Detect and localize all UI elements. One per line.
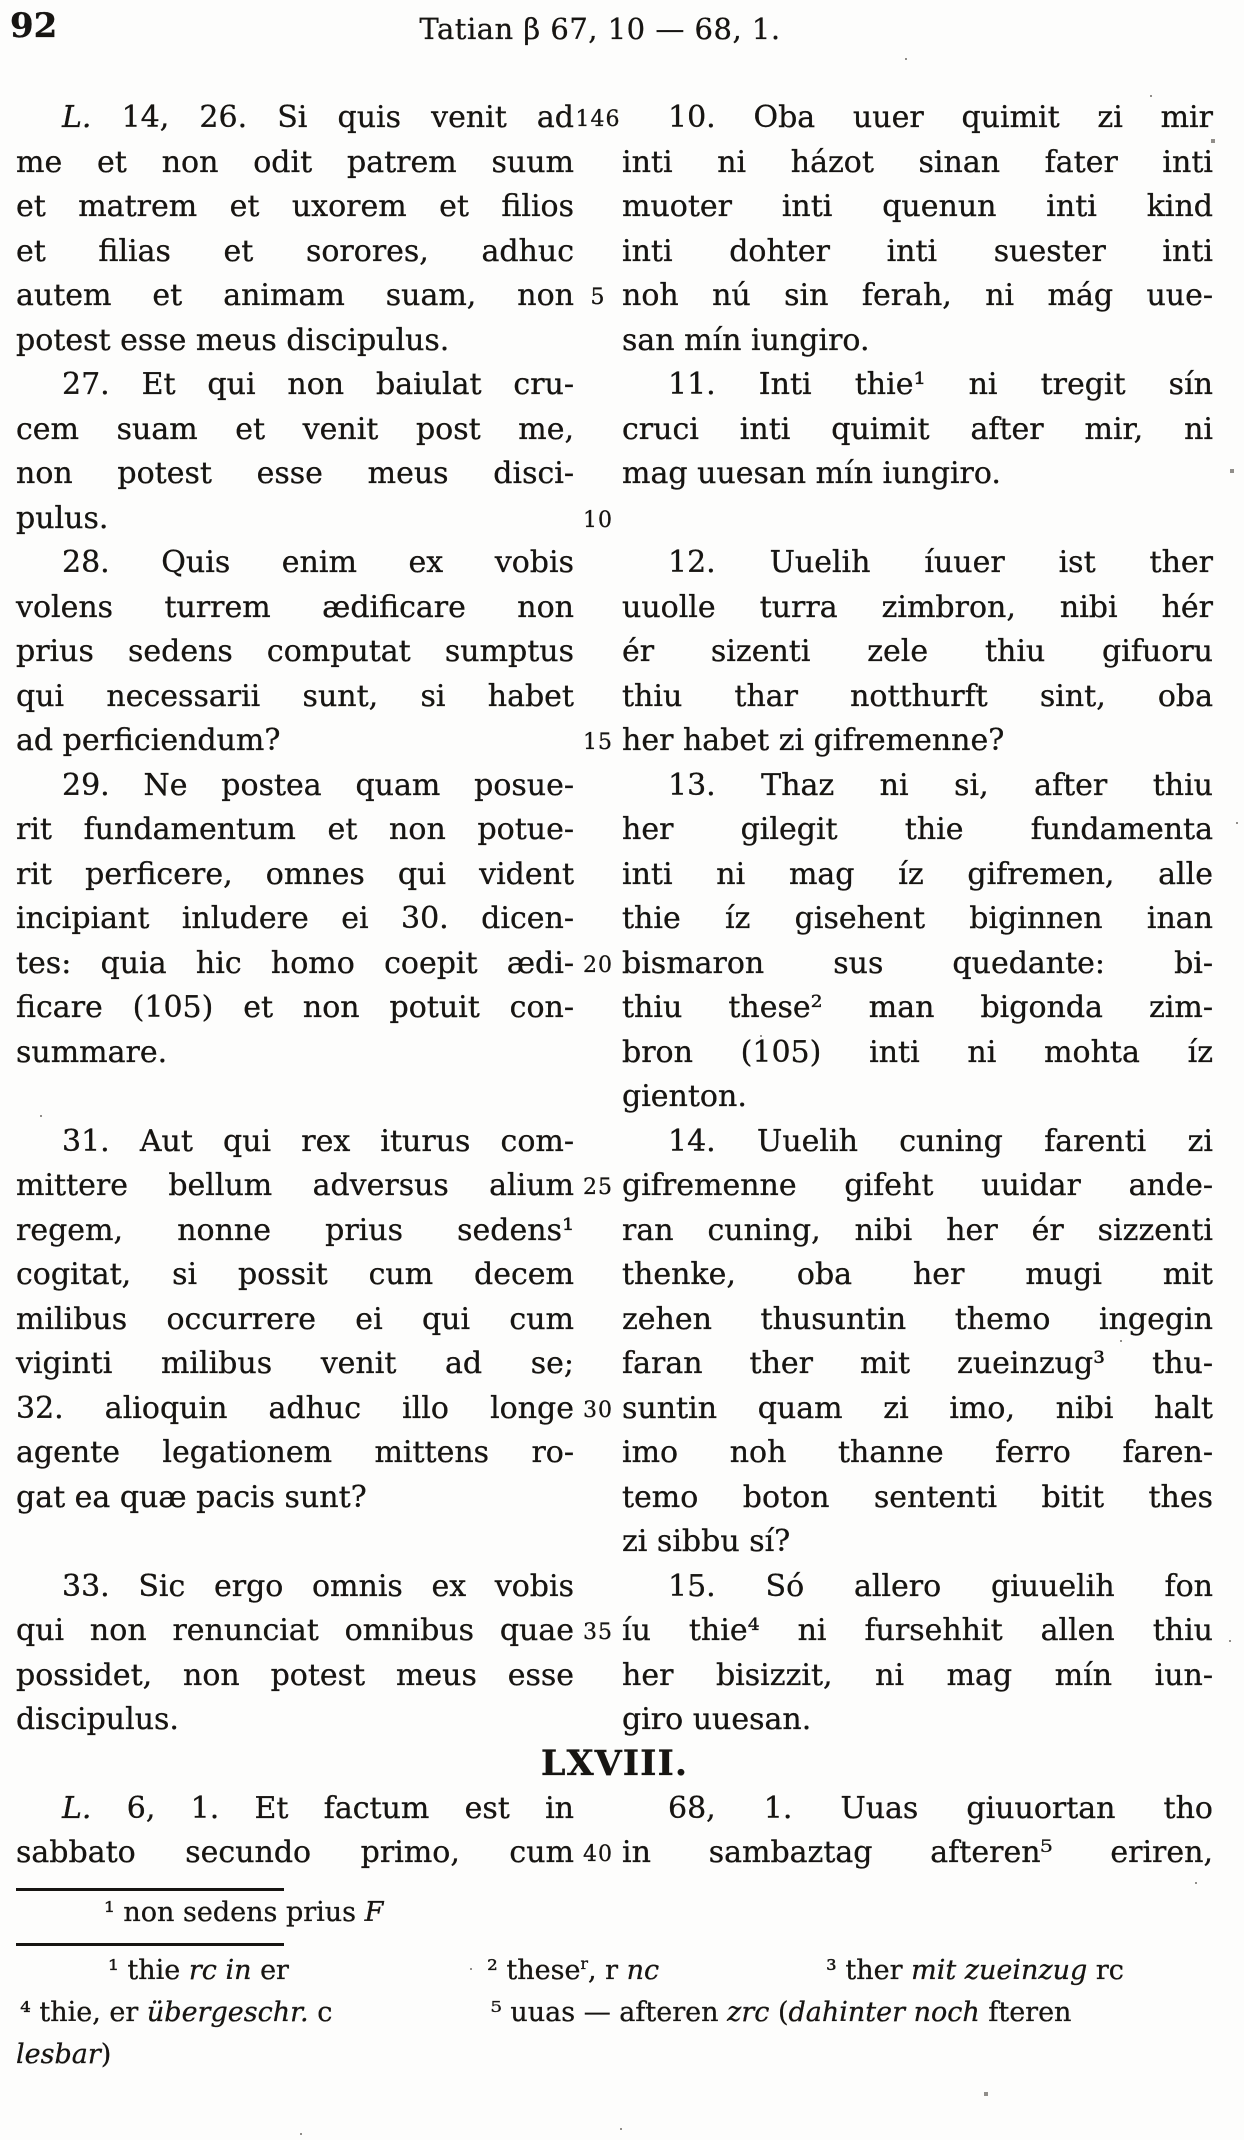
line-number bbox=[574, 452, 622, 497]
german-line: thiu thar notthurft sint, oba bbox=[622, 678, 1213, 714]
german-line: her bisizzit, ni mag mín iun- bbox=[622, 1657, 1213, 1693]
text-row bbox=[16, 1476, 1213, 1521]
text-row bbox=[16, 1120, 1213, 1165]
text-row bbox=[16, 942, 1213, 987]
page-number: 92 bbox=[10, 6, 58, 46]
latin-line: mittere bellum adversus alium bbox=[16, 1168, 574, 1203]
german-line: zehen thusuntin themo ingegin bbox=[622, 1301, 1213, 1337]
line-number bbox=[574, 808, 622, 853]
german-line: noh nú sin ferah, ni mág uue- bbox=[622, 278, 1213, 313]
german-line: ran cuning, nibi her ér sizzenti bbox=[622, 1212, 1213, 1248]
latin-line: milibus occurrere ei qui cum bbox=[16, 1301, 574, 1337]
latin-line: 27. Et qui non baiulat cru- bbox=[62, 367, 574, 402]
latin-line: viginti milibus venit ad se; bbox=[16, 1346, 574, 1381]
german-line: 68, 1. Uuas giuuortan tho bbox=[668, 1790, 1213, 1826]
line-number bbox=[574, 1520, 622, 1565]
line-number bbox=[574, 1787, 622, 1832]
line-number bbox=[574, 1654, 622, 1699]
line-number bbox=[574, 541, 622, 586]
latin-line: possidet, non potest meus esse bbox=[16, 1657, 574, 1693]
latin-line: ficare (105) et non potuit con- bbox=[16, 990, 574, 1025]
german-line: temo boton sententi bitit thes bbox=[622, 1479, 1213, 1515]
text-rows bbox=[16, 96, 1213, 1876]
german-line: 10. Oba uuer quimit zi mir bbox=[668, 100, 1213, 135]
text-row bbox=[16, 408, 1213, 453]
latin-line: 28. Quis enim ex vobis bbox=[62, 545, 574, 580]
german-line: suntin quam zi imo, nibi halt bbox=[622, 1390, 1213, 1426]
line-number bbox=[574, 1075, 622, 1120]
text-row bbox=[16, 1253, 1213, 1298]
text-row bbox=[16, 1565, 1213, 1610]
latin-line: 31. Aut qui rex iturus com- bbox=[62, 1123, 574, 1159]
text-row bbox=[16, 1520, 1213, 1565]
text-row bbox=[16, 1164, 1213, 1209]
latin-line: et filias et sorores, adhuc bbox=[16, 233, 574, 269]
german-line: 14. Uuelih cuning farenti zi bbox=[668, 1123, 1213, 1159]
latin-line: discipulus. bbox=[16, 1702, 179, 1737]
text-row bbox=[16, 808, 1213, 853]
line-number bbox=[574, 1342, 622, 1387]
line-number: 146 bbox=[575, 107, 621, 132]
line-number bbox=[574, 185, 622, 230]
latin-line: et matrem et uxorem et filios bbox=[16, 189, 574, 224]
german-line: 13. Thaz ni si, after thiu bbox=[668, 767, 1213, 803]
german-apparatus-notes bbox=[16, 1950, 1213, 2076]
line-number bbox=[574, 630, 622, 675]
apparatus-note: lesbar) bbox=[16, 2038, 112, 2070]
text-row bbox=[16, 497, 1213, 542]
german-line: 11. Inti thie¹ ni tregit sín bbox=[668, 367, 1213, 402]
line-number bbox=[574, 1476, 622, 1521]
text-row bbox=[16, 853, 1213, 898]
text-row bbox=[16, 541, 1213, 586]
latin-line: L. 6, 1. Et factum est in bbox=[62, 1790, 574, 1826]
line-number bbox=[574, 1253, 622, 1298]
text-row bbox=[16, 586, 1213, 631]
line-number bbox=[574, 764, 622, 809]
german-line: inti ni házot sinan fater inti bbox=[622, 144, 1213, 180]
line-number bbox=[574, 1120, 622, 1165]
text-row bbox=[16, 986, 1213, 1031]
latin-line: sabbato secundo primo, cum bbox=[16, 1835, 574, 1870]
german-line: ér sizenti zele thiu gifuoru bbox=[622, 634, 1213, 669]
text-row bbox=[16, 630, 1213, 675]
text-row bbox=[16, 274, 1213, 319]
latin-apparatus-note: ¹ non sedens prius F bbox=[104, 1896, 384, 1928]
german-line: thenke, oba her mugi mit bbox=[622, 1257, 1213, 1292]
german-line: 12. Uuelih íuuer ist ther bbox=[668, 545, 1213, 580]
footnote-rule-bottom bbox=[16, 1943, 284, 1946]
line-number bbox=[574, 363, 622, 408]
section-heading: LXVIII. bbox=[540, 1742, 689, 1784]
german-line: san mín iungiro. bbox=[622, 322, 870, 358]
german-line: in sambaztag afteren⁵ eriren, bbox=[622, 1835, 1213, 1870]
latin-line: qui necessarii sunt, si habet bbox=[16, 678, 574, 714]
line-number: 20 bbox=[583, 952, 613, 978]
line-number bbox=[574, 408, 622, 453]
text-row bbox=[16, 185, 1213, 230]
line-number bbox=[574, 1209, 622, 1254]
line-number bbox=[574, 853, 622, 898]
german-line: mag uuesan mín iungiro. bbox=[622, 456, 1001, 491]
german-line: gienton. bbox=[622, 1079, 747, 1114]
latin-line bbox=[16, 1520, 574, 1565]
line-number: 30 bbox=[583, 1397, 613, 1423]
line-number: 35 bbox=[583, 1620, 613, 1645]
german-line: cruci inti quimit after mir, ni bbox=[622, 411, 1213, 447]
text-row bbox=[16, 363, 1213, 408]
latin-line: cem suam et venit post me, bbox=[16, 411, 574, 447]
line-number: 10 bbox=[583, 507, 613, 533]
german-line: giro uuesan. bbox=[622, 1702, 812, 1737]
german-line: zi sibbu sí? bbox=[622, 1524, 791, 1559]
german-line: 15. Só allero giuuelih fon bbox=[668, 1568, 1213, 1604]
german-line: bismaron sus quedante: bi- bbox=[622, 945, 1213, 981]
german-line: muoter inti quenun inti kind bbox=[622, 189, 1213, 224]
german-line: imo noh thanne ferro faren- bbox=[622, 1435, 1213, 1470]
latin-line: volens turrem ædificare non bbox=[16, 589, 574, 625]
latin-line: agente legationem mittens ro- bbox=[16, 1435, 574, 1470]
line-number bbox=[574, 1431, 622, 1476]
line-number bbox=[574, 1298, 622, 1343]
text-row bbox=[16, 1298, 1213, 1343]
latin-line: me et non odit patrem suum bbox=[16, 144, 574, 180]
german-line: íu thie⁴ ni fursehhit allen thiu bbox=[622, 1613, 1213, 1648]
german-line: inti ni mag íz gifremen, alle bbox=[622, 856, 1213, 892]
line-number bbox=[574, 141, 622, 186]
latin-line: 32. alioquin adhuc illo longe bbox=[16, 1390, 574, 1426]
line-number bbox=[574, 897, 622, 942]
text-row bbox=[16, 1698, 1213, 1743]
latin-line: prius sedens computat sumptus bbox=[16, 634, 574, 669]
line-number: 15 bbox=[583, 730, 613, 755]
german-line: faran ther mit zueinzug³ thu- bbox=[622, 1346, 1213, 1381]
latin-line: qui non renunciat omnibus quae bbox=[16, 1613, 574, 1648]
apparatus-note: ⁵ uuas — afteren zrc (dahinter noch fteren bbox=[491, 1996, 1072, 2028]
german-line: thie íz gisehent biginnen inan bbox=[622, 901, 1213, 936]
line-number bbox=[574, 986, 622, 1031]
latin-line bbox=[16, 1075, 574, 1120]
running-header: Tatian β 67, 10 — 68, 1. bbox=[419, 12, 781, 46]
apparatus-line bbox=[16, 1950, 1213, 1992]
line-number bbox=[574, 230, 622, 275]
text-row bbox=[16, 230, 1213, 275]
line-number bbox=[574, 319, 622, 364]
line-number bbox=[574, 586, 622, 631]
line-number bbox=[574, 1698, 622, 1743]
line-number: 25 bbox=[583, 1175, 613, 1200]
latin-line: ad perficiendum? bbox=[16, 723, 281, 758]
text-row bbox=[16, 1831, 1213, 1876]
text-row bbox=[16, 1031, 1213, 1076]
german-line bbox=[622, 497, 1213, 545]
latin-line: 33. Sic ergo omnis ex vobis bbox=[62, 1568, 574, 1604]
text-row bbox=[16, 1209, 1213, 1254]
german-line: gifremenne gifeht uuidar ande- bbox=[622, 1168, 1213, 1203]
german-line: her habet zi gifremenne? bbox=[622, 723, 1005, 758]
line-number bbox=[574, 1031, 622, 1076]
apparatus-note: ¹ thie rc in er bbox=[108, 1954, 289, 1986]
latin-line: incipiant inludere ei 30. dicen- bbox=[16, 901, 574, 936]
latin-line: non potest esse meus disci- bbox=[16, 456, 574, 491]
german-line: bron (105) inti ni mohta íz bbox=[622, 1034, 1213, 1070]
line-number bbox=[574, 675, 622, 720]
text-row bbox=[16, 1787, 1213, 1832]
text-row bbox=[16, 1342, 1213, 1387]
footnote-rule-top bbox=[16, 1888, 284, 1891]
text-row bbox=[16, 319, 1213, 364]
german-line: inti dohter inti suester inti bbox=[622, 233, 1213, 269]
text-row bbox=[16, 1075, 1213, 1120]
latin-line: 29. Ne postea quam posue- bbox=[62, 767, 574, 803]
german-line: her gilegit thie fundamenta bbox=[622, 812, 1213, 847]
latin-line: L. 14, 26. Si quis venit ad bbox=[62, 100, 574, 135]
parallel-text-block bbox=[16, 96, 1213, 2076]
apparatus-note: ³ ther mit zueinzug rc bbox=[826, 1954, 1124, 1986]
apparatus-line bbox=[16, 2034, 1213, 2076]
text-row bbox=[16, 764, 1213, 809]
text-row bbox=[16, 452, 1213, 497]
text-row bbox=[16, 675, 1213, 720]
line-number bbox=[574, 1565, 622, 1610]
line-number: 5 bbox=[590, 285, 606, 310]
latin-line: summare. bbox=[16, 1034, 168, 1070]
latin-line: regem, nonne prius sedens¹ bbox=[16, 1212, 574, 1248]
latin-line: potest esse meus discipulus. bbox=[16, 322, 450, 358]
scan-noise-specks bbox=[0, 0, 2, 2]
latin-line: pulus. bbox=[16, 500, 109, 536]
text-row bbox=[16, 141, 1213, 186]
text-row bbox=[16, 1654, 1213, 1699]
german-line: thiu these² man bigonda zim- bbox=[622, 990, 1213, 1025]
latin-line: autem et animam suam, non bbox=[16, 278, 574, 313]
line-number: 40 bbox=[583, 1842, 613, 1867]
latin-line: rit fundamentum et non potue- bbox=[16, 812, 574, 847]
text-row bbox=[16, 897, 1213, 942]
text-row bbox=[16, 719, 1213, 764]
apparatus-line bbox=[16, 1992, 1213, 2034]
text-row bbox=[16, 1609, 1213, 1654]
german-line: uuolle turra zimbron, nibi hér bbox=[622, 589, 1213, 625]
apparatus-note: ² these$^r$, r nc bbox=[487, 1953, 660, 1986]
text-row bbox=[16, 1431, 1213, 1476]
latin-line: gat ea quæ pacis sunt? bbox=[16, 1479, 367, 1515]
text-row bbox=[16, 96, 1213, 141]
latin-line: tes: quia hic homo coepit ædi- bbox=[16, 945, 574, 981]
text-row bbox=[16, 1387, 1213, 1432]
latin-line: cogitat, si possit cum decem bbox=[16, 1257, 574, 1292]
latin-line: rit perficere, omnes qui vident bbox=[16, 856, 574, 892]
apparatus-note: ⁴ thie, er übergeschr. c bbox=[20, 1996, 333, 2028]
